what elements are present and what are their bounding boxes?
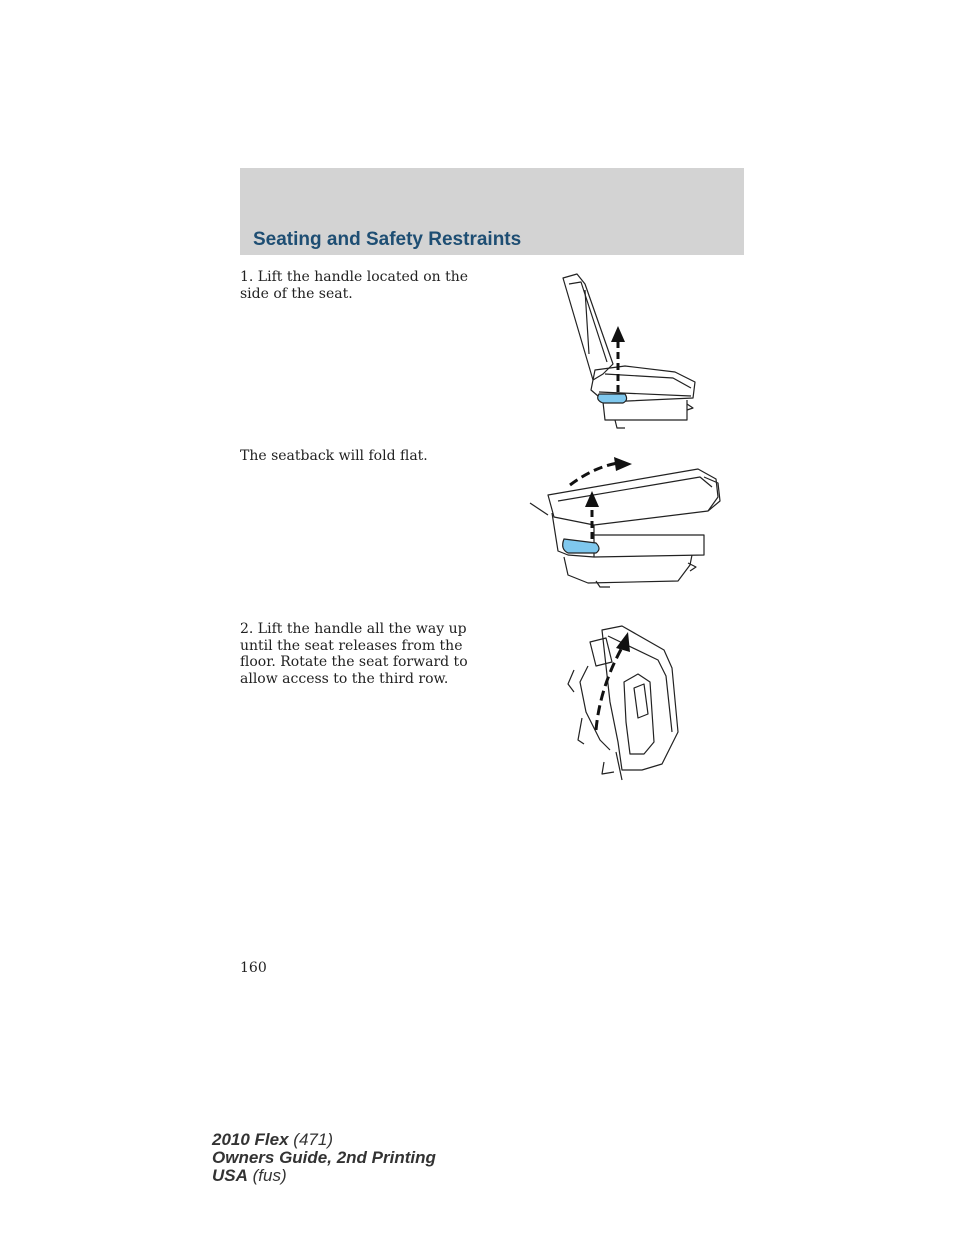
- footer-model: 2010 Flex: [212, 1130, 289, 1149]
- seat-upright-illustration: [555, 270, 705, 435]
- seat-tumbled-forward-illustration: [560, 622, 685, 782]
- footer-model-code: (471): [293, 1130, 333, 1149]
- seat-folded-illustration: [528, 455, 728, 595]
- footer-market: USA: [212, 1166, 248, 1185]
- footer-market-code: (fus): [252, 1166, 287, 1185]
- step-fold-flat-text: The seatback will fold flat.: [240, 448, 428, 464]
- step-1-text: 1. Lift the handle located on the side of the seat.: [240, 269, 469, 302]
- page-number: 160: [240, 960, 267, 976]
- footer-guide-title: Owners Guide, 2nd Printing: [212, 1148, 436, 1167]
- section-title: Seating and Safety Restraints: [253, 229, 522, 250]
- seat-handle-highlight: [598, 394, 627, 403]
- step-2-text: 2. Lift the handle all the way up until the seat releases from the floor. Rotate the seat forward to allow access to the third row.: [240, 621, 468, 687]
- document-footer: [212, 1131, 436, 1185]
